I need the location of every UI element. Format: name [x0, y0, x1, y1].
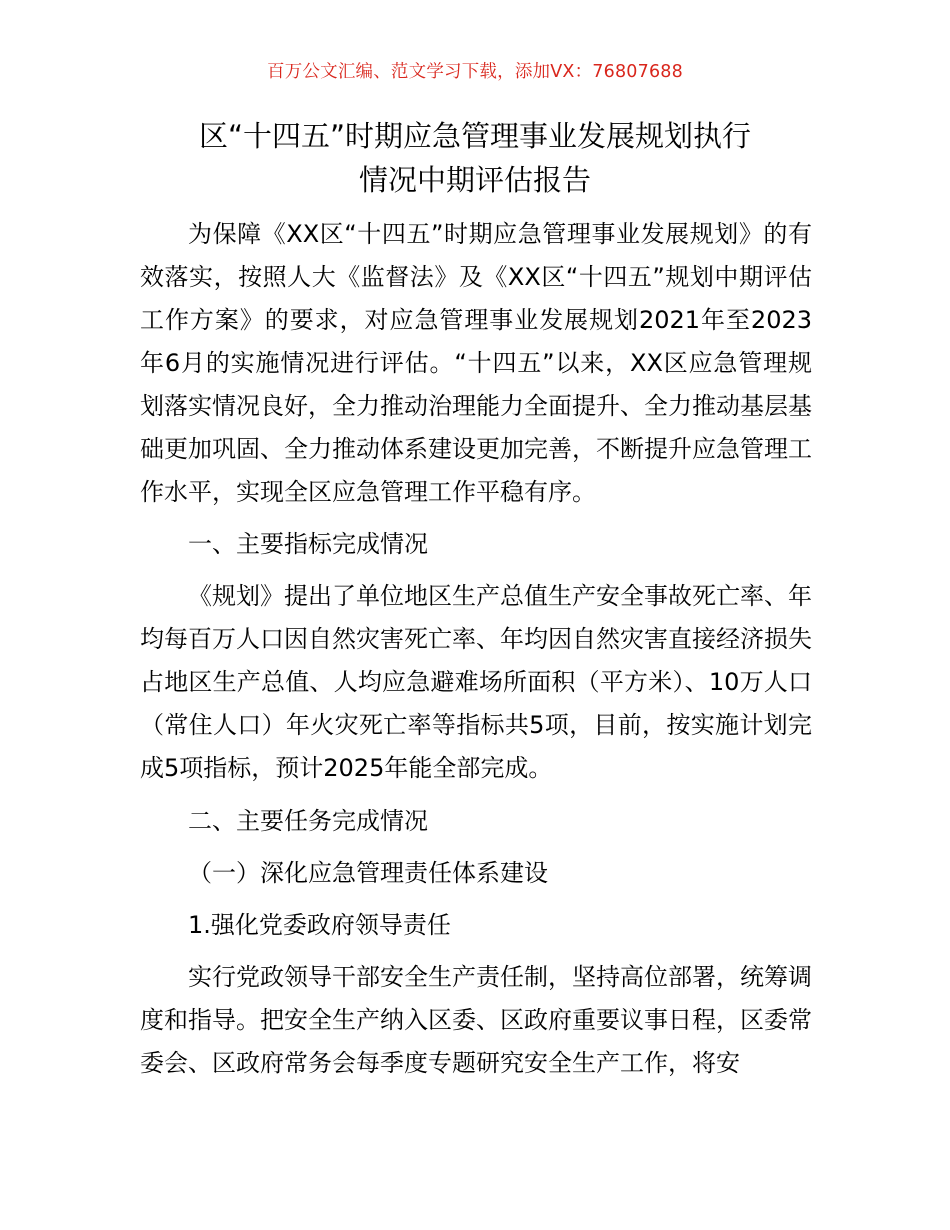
section-1-paragraph: 《规划》提出了单位地区生产总值生产安全事故死亡率、年均每百万人口因自然灾害死亡率、年均因自然灾害直接经济损失占地区生产总值、人均应急避难场所面积（平方米）、10万人口（常住人口）年火灾死亡率等指标共5项，目前，按实施计划完成5项指标，预计2025年能全部完成。 [140, 582, 812, 782]
title-line-1: 区“十四五”时期应急管理事业发展规划执行 [198, 119, 752, 153]
document-body [140, 213, 812, 1085]
intro-paragraph: 为保障《XX区“十四五”时期应急管理事业发展规划》的有效落实，按照人大《监督法》及《XX区“十四五”规划中期评估工作方案》的要求，对应急管理事业发展规划2021年至2023年6月的实施情况进行评估。“十四五”以来，XX区应急管理规划落实情况良好，全力推动治理能力全面提升、全力推动基层基础更加巩固、全力推动体系建设更加完善，不断提升应急管理工作水平，实现全区应急管理工作平稳有序。 [140, 220, 812, 506]
document-title [120, 114, 830, 202]
item-1-heading: 1.强化党委政府领导责任 [188, 911, 451, 939]
section-2-heading: 二、主要任务完成情况 [188, 807, 428, 835]
header-watermark-note: 百万公文汇编、范文学习下载，添加VX：76807688 [267, 62, 683, 82]
item-1-paragraph: 实行党政领导干部安全生产责任制，坚持高位部署，统筹调度和指导。把安全生产纳入区委、区政府重要议事日程，区委常委会、区政府常务会每季度专题研究安全生产工作，将安 [140, 963, 812, 1077]
section-1-heading: 一、主要指标完成情况 [188, 530, 428, 558]
subsection-1-heading: （一）深化应急管理责任体系建设 [188, 859, 548, 887]
title-line-2: 情况中期评估报告 [358, 163, 591, 197]
